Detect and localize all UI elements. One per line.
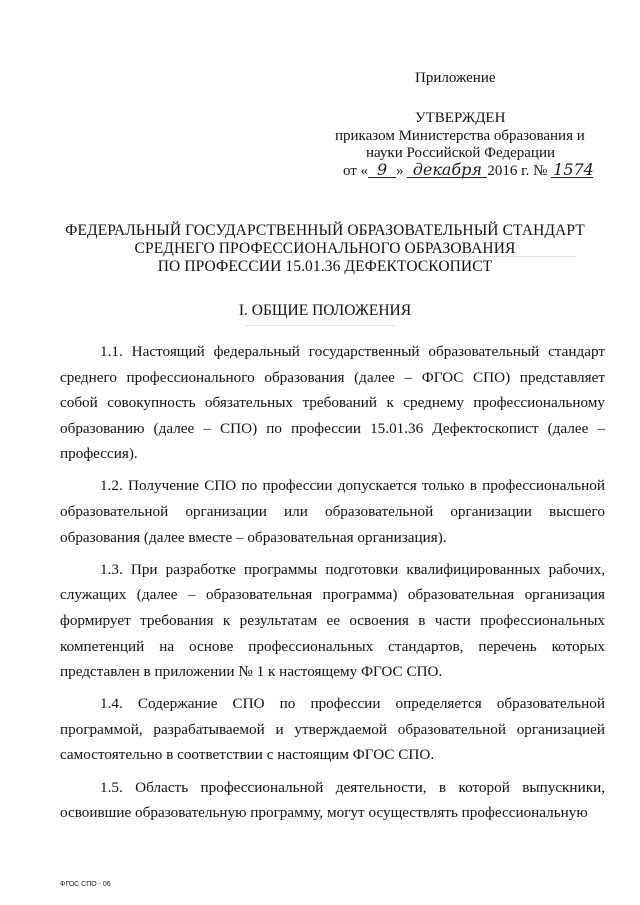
order-date-line bbox=[343, 162, 593, 180]
appendix-label: Приложение bbox=[415, 70, 496, 86]
order-line-2: науки Российской Федерации bbox=[366, 145, 556, 161]
scan-artifact-line bbox=[440, 256, 575, 257]
title-line-1: ФЕДЕРАЛЬНЫЙ ГОСУДАРСТВЕННЫЙ ОБРАЗОВАТЕЛЬНЫЙ СТАНДАРТ bbox=[65, 222, 585, 239]
order-line-1: приказом Министерства образования и bbox=[335, 128, 585, 144]
body-text bbox=[60, 339, 605, 832]
quote-close: » bbox=[396, 163, 404, 179]
footer-code: ФГОС СПО - 06 bbox=[60, 881, 111, 888]
title-line-2: СРЕДНЕГО ПРОФЕССИОНАЛЬНОГО ОБРАЗОВАНИЯ bbox=[134, 240, 516, 257]
approved-label: УТВЕРЖДЕН bbox=[415, 110, 506, 126]
title-line-3: ПО ПРОФЕССИИ 15.01.36 ДЕФЕКТОСКОПИСТ bbox=[157, 258, 493, 275]
paragraph-1-2: 1.2. Получение СПО по профессии допускается только в профессиональной образовательной организации или образовательной организации высшего образования (далее вместе – образовательная организация). bbox=[60, 477, 605, 546]
paragraph-1-1: 1.1. Настоящий федеральный государственный образовательный стандарт среднего профессионального образования (далее – ФГОС СПО) представляет собой совокупность обязательных требований к среднему профессиональному образованию (далее – СПО) по профессии 15.01.36 Дефектоскопист (далее – профессия). bbox=[60, 343, 605, 463]
document-title bbox=[60, 222, 590, 276]
handwritten-month: декабря bbox=[407, 162, 487, 178]
handwritten-order-number: 1574 bbox=[553, 160, 594, 179]
order-year: 2016 г. № bbox=[487, 163, 548, 179]
paragraph-1-5: 1.5. Область профессиональной деятельности, в которой выпускники, освоившие образовательную программу, могут осуществлять профессиональную bbox=[60, 778, 605, 822]
section-heading: I. ОБЩИЕ ПОЛОЖЕНИЯ bbox=[238, 302, 412, 319]
date-prefix: от « bbox=[343, 163, 369, 179]
scan-artifact-line bbox=[245, 325, 395, 326]
paragraph-1-4: 1.4. Содержание СПО по профессии определяется образовательной программой, разрабатываемой и утверждаемой образовательной организацией самостоятельно в соответствии с настоящим ФГОС СПО. bbox=[60, 695, 605, 764]
paragraph-1-3: 1.3. При разработке программы подготовки квалифицированных рабочих, служащих (далее – образовательная программа) образовательная организация формирует требования к результатам ее освоения в части профессиональных компетенций на основе профессиональных стандартов, перечень которых представлен в приложении № 1 к настоящему ФГОС СПО. bbox=[60, 560, 605, 681]
handwritten-day: 9 bbox=[368, 162, 396, 178]
